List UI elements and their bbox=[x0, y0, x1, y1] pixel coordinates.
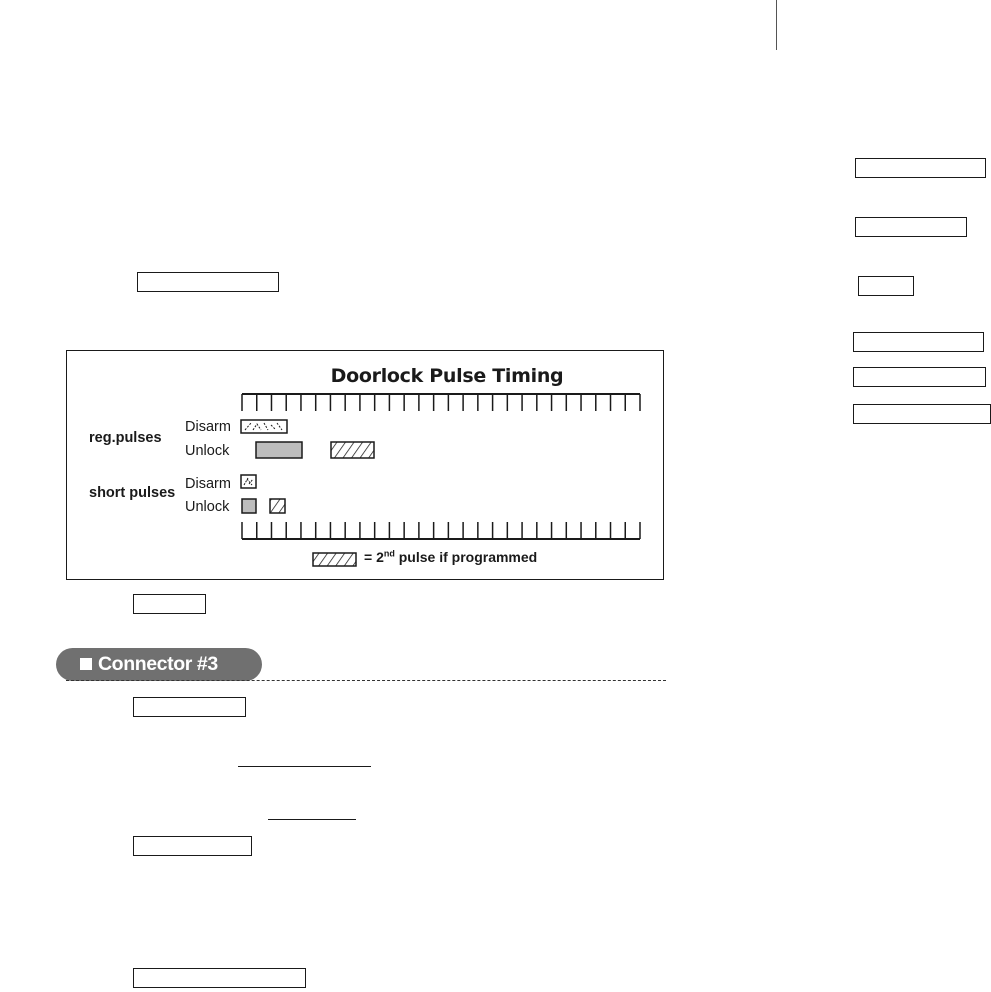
short-unlock-second-pulse bbox=[270, 499, 285, 513]
legend-suffix: pulse if programmed bbox=[394, 549, 538, 565]
top-timing-ruler bbox=[242, 394, 640, 411]
row-label-short-unlock: Unlock bbox=[185, 499, 230, 515]
legend-text bbox=[364, 549, 537, 565]
underline-blank-2 bbox=[268, 819, 356, 820]
legend-hatch-swatch bbox=[313, 553, 356, 566]
section-header-connector-3 bbox=[56, 648, 262, 681]
short-unlock-pulse bbox=[242, 499, 256, 513]
row-label-reg-disarm: Disarm bbox=[185, 419, 231, 435]
section-title: Connector #3 bbox=[98, 653, 218, 675]
label-box-left-3 bbox=[133, 697, 246, 717]
square-bullet-icon bbox=[80, 658, 92, 670]
short-disarm-pulse bbox=[241, 475, 256, 488]
group-label-reg-pulses: reg.pulses bbox=[89, 430, 162, 446]
reg-unlock-second-pulse bbox=[331, 442, 374, 458]
group-label-short-pulses: short pulses bbox=[89, 485, 176, 501]
label-box-left-5 bbox=[133, 968, 306, 988]
legend-superscript: nd bbox=[383, 548, 395, 559]
label-box-right-2 bbox=[855, 217, 967, 237]
label-box-right-3 bbox=[858, 276, 914, 296]
label-box-right-6 bbox=[853, 404, 991, 424]
reg-unlock-pulse bbox=[256, 442, 302, 458]
section-dashed-rule bbox=[66, 680, 666, 681]
diagram-title: Doorlock Pulse Timing bbox=[330, 365, 564, 387]
underline-blank-1 bbox=[238, 766, 371, 767]
label-box-left-4 bbox=[133, 836, 252, 856]
legend-prefix: = 2 bbox=[364, 549, 384, 565]
row-label-short-disarm: Disarm bbox=[185, 476, 231, 492]
label-box-right-1 bbox=[855, 158, 986, 178]
doorlock-pulse-timing-diagram bbox=[66, 350, 664, 580]
label-box-left-2 bbox=[133, 594, 206, 614]
label-box-right-4 bbox=[853, 332, 984, 352]
label-box-right-5 bbox=[853, 367, 986, 387]
bottom-timing-ruler bbox=[242, 522, 640, 539]
row-label-reg-unlock: Unlock bbox=[185, 443, 230, 459]
page-edge-line bbox=[776, 0, 777, 50]
label-box-left-1 bbox=[137, 272, 279, 292]
